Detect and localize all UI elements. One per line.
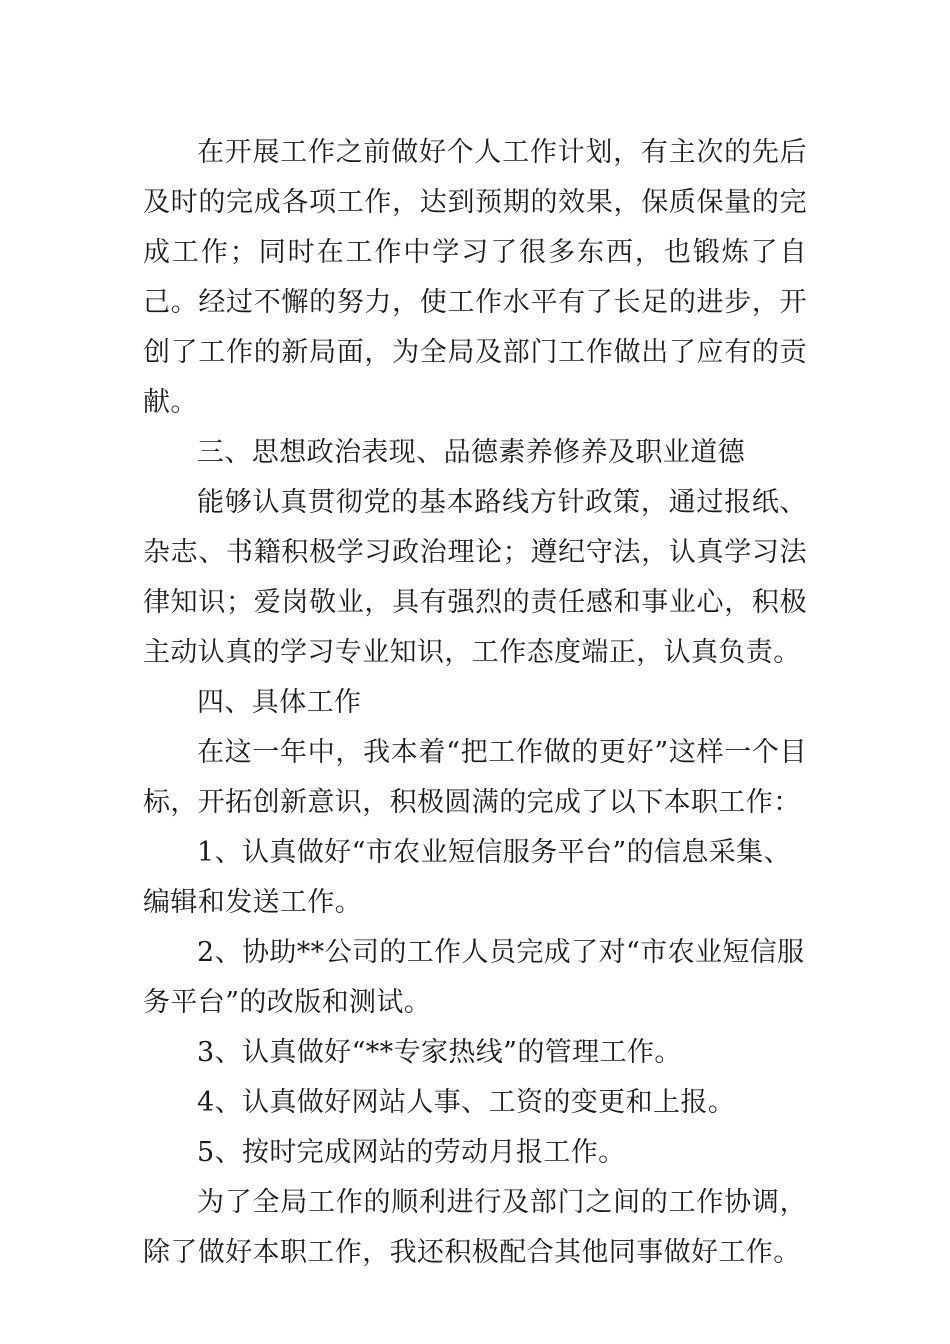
section-heading-specific-work: 四、具体工作	[197, 687, 362, 718]
list-item-1: 1、认真做好“市农业短信服务平台”的信息采集、编辑和发送工作。	[143, 837, 791, 918]
paragraph-work-plan: 在开展工作之前做好个人工作计划，有主次的先后及时的完成各项工作，达到预期的效果，保质保量的完成工作；同时在工作中学习了很多东西，也锻炼了自己。经过不懈的努力，使工作水平有了长足的进步，开创了工作的新局面，为全局及部门工作做出了应有的贡献。	[143, 137, 807, 418]
section-heading-ideology: 三、思想政治表现、品德素养修养及职业道德	[197, 437, 745, 468]
document-body	[143, 128, 807, 1278]
list-item-3: 3、认真做好“**专家热线”的管理工作。	[197, 1037, 682, 1068]
paragraph-year-summary: 在这一年中，我本着“把工作做的更好”这样一个目标，开拓创新意识，积极圆满的完成了以下本职工作：	[143, 737, 807, 818]
list-item-2: 2、协助**公司的工作人员完成了对“市农业短信服务平台”的改版和测试。	[143, 937, 805, 1018]
list-item-5: 5、按时完成网站的劳动月报工作。	[197, 1137, 626, 1168]
paragraph-ideology: 能够认真贯彻党的基本路线方针政策，通过报纸、杂志、书籍积极学习政治理论；遵纪守法，认真学习法律知识；爱岗敬业，具有强烈的责任感和事业心，积极主动认真的学习专业知识，工作态度端正，认真负责。	[143, 487, 807, 668]
list-item-4: 4、认真做好网站人事、工资的变更和上报。	[197, 1087, 736, 1118]
paragraph-cooperation: 为了全局工作的顺利进行及部门之间的工作协调，除了做好本职工作，我还积极配合其他同事做好工作。	[143, 1187, 807, 1268]
